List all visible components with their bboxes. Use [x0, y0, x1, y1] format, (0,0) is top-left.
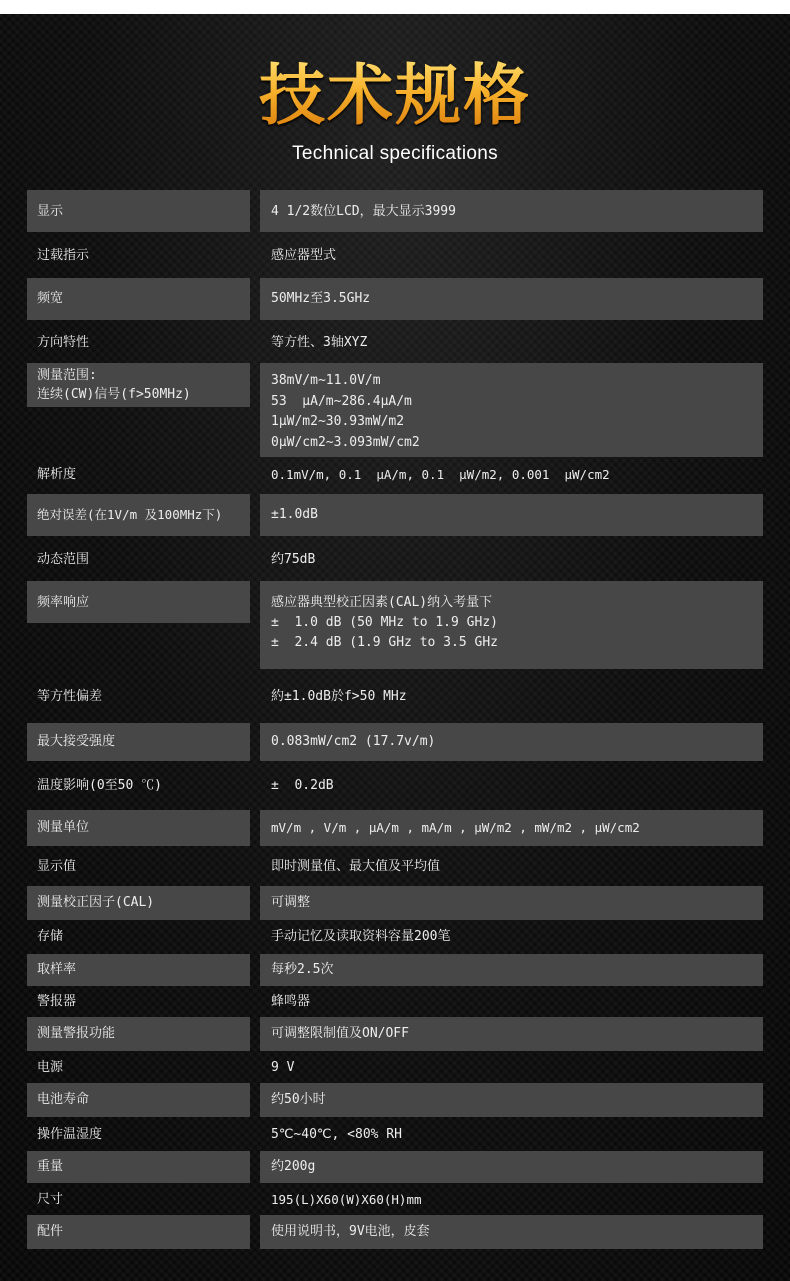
spec-label: 过载指示	[37, 248, 90, 263]
spec-row-isotropy	[27, 678, 763, 716]
spec-label: 存储	[37, 929, 64, 944]
spec-label: 显示	[27, 190, 250, 232]
spec-value: ± 0.2dB	[271, 778, 334, 793]
spec-row-bandwidth	[27, 278, 763, 320]
spec-row-weight	[27, 1151, 763, 1183]
spec-row-units	[27, 810, 763, 846]
spec-value: 等方性、3轴XYZ	[271, 335, 368, 350]
spec-row-range	[27, 363, 763, 457]
spec-value: 每秒2.5次	[260, 954, 763, 986]
spec-value: 5℃~40℃, <80% RH	[271, 1127, 402, 1142]
top-white-band	[0, 0, 790, 14]
spec-value: 38mV/m~11.0V/m 53 μA/m~286.4μA/m 1μW/m2~30.93mW/m2 0μW/cm2~3.093mW/cm2	[260, 363, 763, 457]
page-subtitle: Technical specifications	[292, 143, 498, 164]
spec-value: 可调整	[260, 886, 763, 920]
spec-value: 0.1mV/m, 0.1 μA/m, 0.1 μW/m2, 0.001 μW/cm2	[271, 467, 610, 482]
spec-value: 0.083mW/cm2 (17.7v/m)	[260, 723, 763, 761]
spec-label: 测量校正因子(CAL)	[27, 886, 250, 920]
spec-row-storage	[27, 922, 763, 952]
spec-label: 配件	[27, 1215, 250, 1249]
spec-row-power	[27, 1053, 763, 1083]
spec-row-max-intensity	[27, 723, 763, 761]
spec-value: 约200g	[260, 1151, 763, 1183]
spec-value: 可调整限制值及ON/OFF	[260, 1017, 763, 1051]
spec-row-alarm-function	[27, 1017, 763, 1051]
spec-label: 测量单位	[27, 810, 250, 846]
spec-value: 手动记忆及读取资料容量200笔	[271, 929, 451, 944]
spec-label: 尺寸	[37, 1192, 64, 1207]
spec-row-sampling-rate	[27, 954, 763, 986]
spec-label: 温度影响(0至50 ℃)	[37, 778, 162, 793]
spec-label: 取样率	[27, 954, 250, 986]
spec-row-accessories	[27, 1215, 763, 1249]
spec-label: 测量范围: 连续(CW)信号(f>50MHz)	[27, 363, 250, 407]
spec-label: 操作温湿度	[37, 1127, 103, 1142]
spec-value: mV/m , V/m , μA/m , mA/m , μW/m2 , mW/m2 , μW/cm2	[260, 810, 763, 846]
spec-value: 感应器型式	[271, 248, 337, 263]
spec-value: 蜂鸣器	[271, 994, 311, 1009]
spec-row-absolute-error	[27, 494, 763, 536]
spec-value: 约50小时	[260, 1083, 763, 1117]
spec-label: 测量警报功能	[27, 1017, 250, 1051]
spec-value: 約±1.0dB於f>50 MHz	[271, 689, 407, 704]
spec-value: 4 1/2数位LCD，最大显示3999	[260, 190, 763, 232]
spec-label: 频宽	[27, 278, 250, 320]
spec-row-overload	[27, 238, 763, 274]
spec-row-resolution	[27, 459, 763, 491]
spec-value: 9 V	[271, 1060, 295, 1075]
spec-label: 等方性偏差	[37, 689, 103, 704]
spec-row-cal	[27, 886, 763, 920]
spec-label: 解析度	[37, 467, 77, 482]
spec-label: 显示值	[37, 859, 77, 874]
spec-row-frequency-response	[27, 581, 763, 669]
spec-row-direction	[27, 326, 763, 360]
spec-value: 195(L)X60(W)X60(H)mm	[271, 1192, 422, 1207]
spec-row-display-values	[27, 851, 763, 883]
spec-label: 绝对误差(在1V/m 及100MHz下)	[27, 494, 250, 536]
spec-value: 即时测量值、最大值及平均值	[271, 859, 441, 874]
spec-row-battery-life	[27, 1083, 763, 1117]
spec-row-dynamic-range	[27, 541, 763, 577]
spec-row-operating-conditions	[27, 1120, 763, 1150]
spec-label: 方向特性	[37, 335, 90, 350]
spec-value: 约75dB	[271, 552, 316, 567]
spec-label: 重量	[27, 1151, 250, 1183]
spec-row-alarm	[27, 988, 763, 1016]
page-title: 技术规格	[0, 56, 790, 136]
spec-row-dimensions	[27, 1185, 763, 1215]
spec-label: 最大接受强度	[27, 723, 250, 761]
spec-label: 动态范围	[37, 552, 90, 567]
spec-label: 电池寿命	[27, 1083, 250, 1117]
spec-row-display	[27, 190, 763, 232]
spec-value: 50MHz至3.5GHz	[260, 278, 763, 320]
spec-value: 使用说明书，9V电池，皮套	[260, 1215, 763, 1249]
spec-label: 警报器	[37, 994, 77, 1009]
spec-value: 感应器典型校正因素(CAL)纳入考量下 ± 1.0 dB (50 MHz to 1.9 GHz) ± 2.4 dB (1.9 GHz to 3.5 GHz	[260, 581, 763, 669]
spec-label: 频率响应	[27, 581, 250, 623]
spec-row-temperature-effect	[27, 768, 763, 804]
spec-value: ±1.0dB	[260, 494, 763, 536]
spec-label: 电源	[37, 1060, 64, 1075]
